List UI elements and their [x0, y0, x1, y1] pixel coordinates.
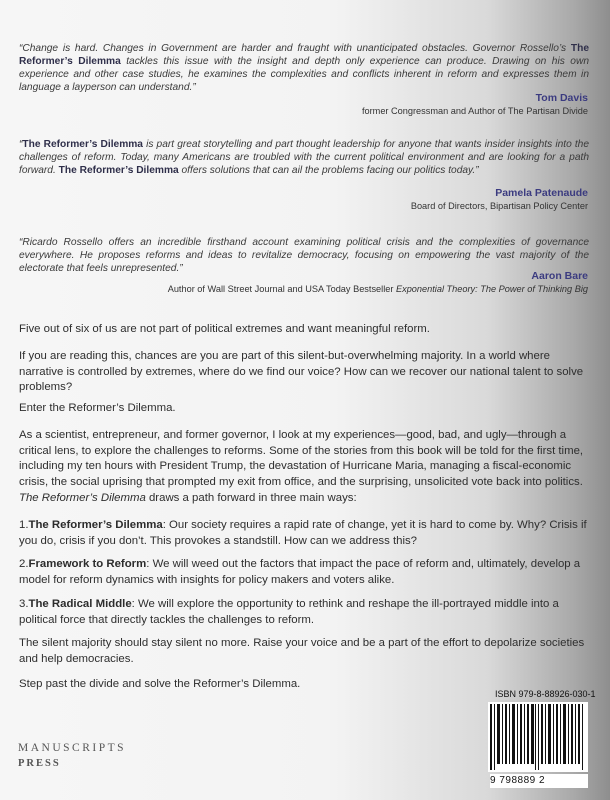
list-item: 3.The Radical Middle: We will explore the opportunity to rethink and reshape the ill-portrayed middle into a political force that directly tackles the challenges to reform. [19, 598, 559, 626]
quote-2-part-2: is part great storytelling and part thought leadership for anyone that wants insider insights into the challenges of reform. Today, many Americans are troubled with the current political environment and are looking for a path forward. [19, 139, 590, 176]
quote-3-role-text: Author of Wall Street Journal and USA Today Bestseller [167, 284, 396, 294]
publisher-logo-line-2: PRESS [18, 758, 61, 769]
list-item: 2.Framework to Reform: We will weed out the factors that impact the pace of reform and, ultimately, develop a model for reform dynamics with insights for policy makers and voters alike. [19, 558, 581, 586]
endorsement-quote-2 [19, 138, 589, 177]
list-item-1-title: The Reformer’s Dilemma [28, 519, 163, 531]
barcode-digits: 9 798889 2 [490, 774, 588, 788]
body-paragraph-7: Step past the divide and solve the Reformer’s Dilemma. [19, 678, 301, 690]
list-item-3-title: The Radical Middle [28, 598, 132, 610]
barcode [488, 702, 588, 772]
body-book-title-italic: The Reformer’s Dilemma [19, 492, 146, 504]
isbn-label: ISBN 979-8-88926-030-1 [495, 689, 596, 699]
quote-2-part-0: “ [19, 139, 23, 150]
body-paragraph-1: Five out of six of us are not part of political extremes and want meaningful reform. [19, 323, 430, 335]
quote-3-role-book: Exponential Theory: The Power of Thinking Big [395, 284, 588, 294]
quote-1-author-role: former Congressman and Author of The Partisan Divide [361, 106, 588, 116]
barcode-bars-icon [488, 702, 588, 772]
body-paragraph-6: The silent majority should stay silent no more. Raise your voice and be a part of the effort to depolarize societies and help democracies. [19, 637, 585, 665]
list-item: 1.The Reformer’s Dilemma: Our society requires a rapid rate of change, yet it is hard to come by. Why? Crisis if you do, crisis if you don’t. This provokes a standstill. How can we address this? [19, 519, 587, 547]
quote-2-book-title-b: The Reformer’s Dilemma [58, 165, 179, 176]
publisher-logo-line-1: MANUSCRIPTS [18, 742, 127, 754]
body-paragraph-4: As a scientist, entrepreneur, and former governor, I look at my experiences—good, bad, and ugly—through a critical lens, to explore the challenges to reforms. Some of the stories from this book will be told for the first time, including my ten hours with President Trump, the devastation of Hurricane Maria, managing a fiscal-economic crisis, the social uprising that prompted my exit from office, and the surprising, unsolicited vote back into politics. [19, 429, 584, 488]
quote-3-text: “Ricardo Rossello offers an incredible firsthand account examining political crisis and the complexities of governance everywhere. He proposes reforms and ideas to revitalize democracy, focusing on empowering the vast majority of the electorate that feels unrepresented.” [19, 237, 589, 274]
quote-2-part-4: offers solutions that can ail the problems facing our politics today.” [178, 165, 479, 176]
body-paragraph-3: Enter the Reformer’s Dilemma. [19, 402, 176, 414]
body-paragraph-2: If you are reading this, chances are you are part of this silent-but-overwhelming majority. In a world where narrative is controlled by extremes, where do we find our voice? How can we recover our national talent to solve problems? [19, 350, 584, 393]
quote-1-author-name: Tom Davis [535, 92, 588, 104]
quote-3-author-name: Aaron Bare [531, 270, 588, 282]
endorsement-quote-3 [19, 236, 589, 275]
endorsement-quote-1 [19, 42, 589, 94]
quote-2-author-role: Board of Directors, Bipartisan Policy Center [410, 201, 588, 211]
quote-1-part-0: “Change is hard. Changes in Government are harder and fraught with unanticipated obstacles. Governor Rossello’s [19, 43, 571, 54]
quote-2-author-name: Pamela Patenaude [495, 187, 588, 199]
quote-2-book-title-a: The Reformer’s Dilemma [22, 139, 143, 150]
list-item-2-title: Framework to Reform [28, 558, 147, 570]
quote-1-part-2: tackles this issue with the insight and depth only experience can produce. Drawing on his own experience and other case studies, he examines the complexities and conflicts inherent in reform and expresses them in language a layperson can understand.” [19, 56, 589, 93]
quote-1-book-title: The Reformer’s Dilemma [19, 43, 589, 67]
quote-3-author-role [168, 284, 588, 294]
body-paragraph-5: The Reformer’s Dilemma draws a path forward in three main ways: [19, 492, 357, 504]
